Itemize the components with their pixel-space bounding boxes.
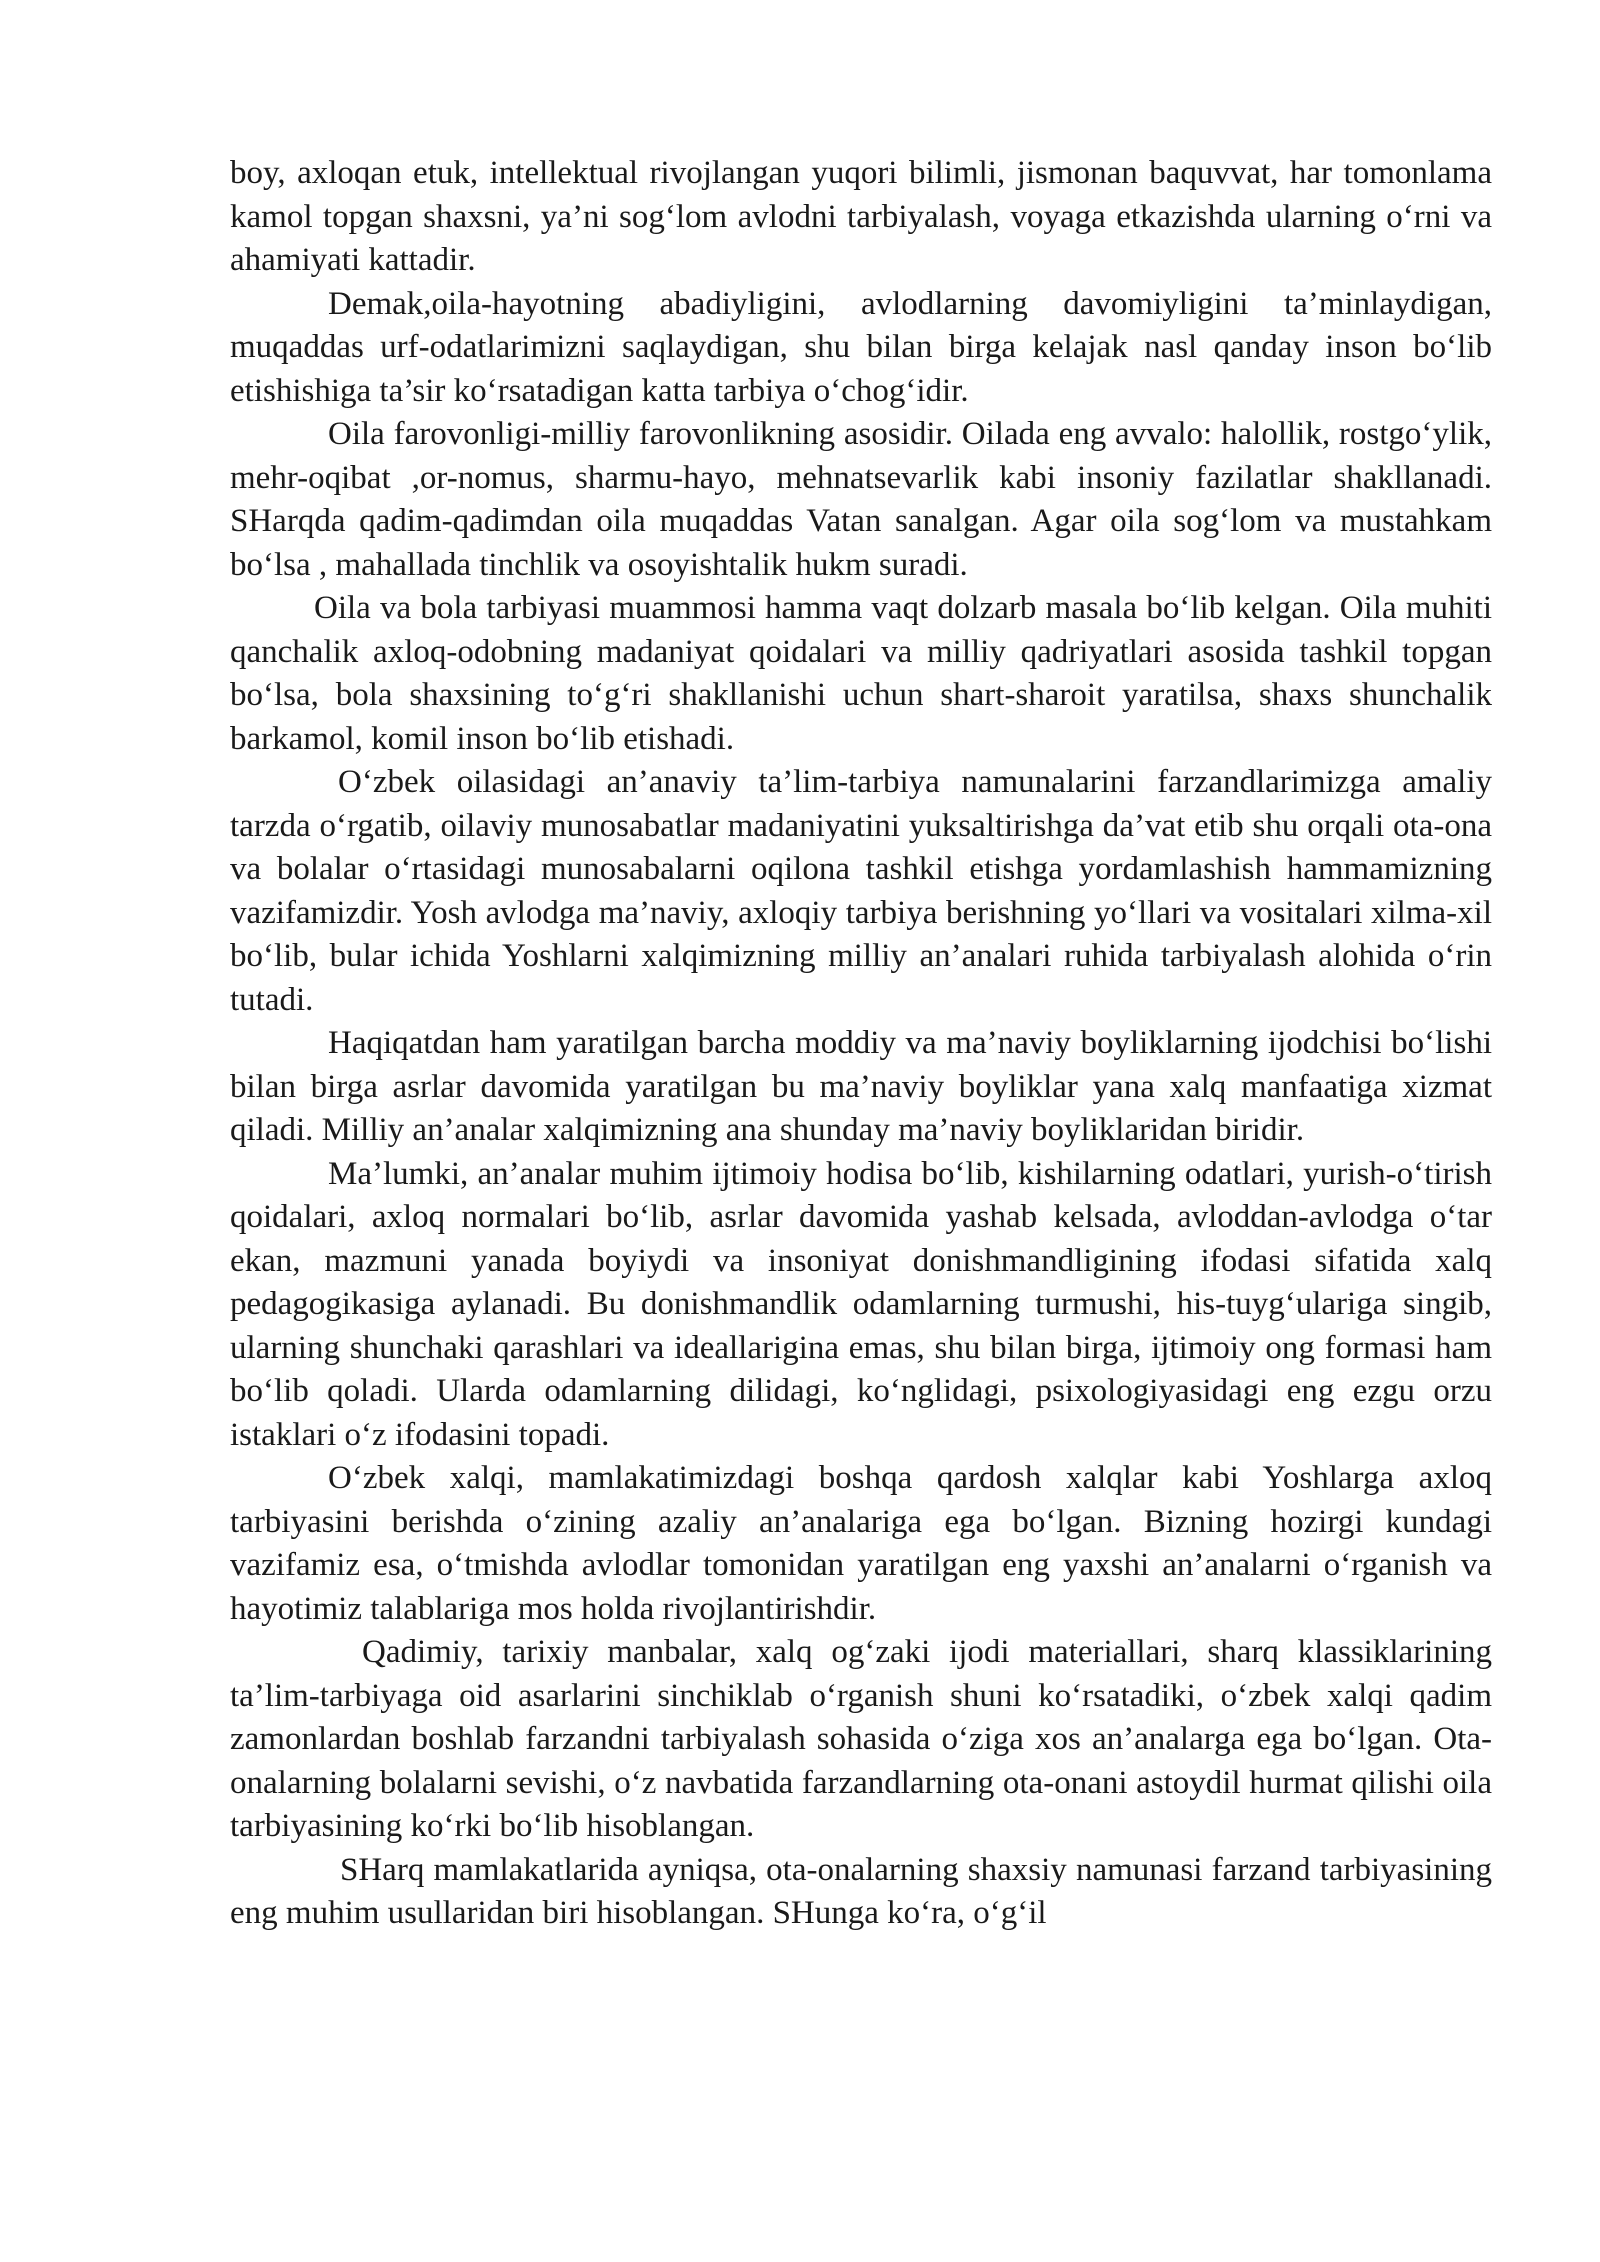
paragraph-2: Demak,oila-hayotning abadiyligini, avlodlarning davomiyligini ta’minlaydigan, muqaddas urf-odatlarimizni saqlaydigan, shu bilan birga kelajak nasl qanday inson bo‘lib etishishiga ta’sir ko‘rsatadigan katta tarbiya o‘chog‘idir. (230, 285, 1492, 409)
paragraph-9: Qadimiy, tarixiy manbalar, xalq og‘zaki ijodi materiallari, sharq klassiklarining ta’lim-tarbiyaga oid asarlarini sinchiklab o‘rganish shuni ko‘rsatadiki, o‘zbek xalqi qadim zamonlardan boshlab farzandni tarbiyalash sohasida o‘ziga xos an’analarga ega bo‘lgan. Ota-onalarning bolalarni sevishi, o‘z navbatida farzandlarning ota-onani astoydil hurmat qilishi oila tarbiyasining ko‘rki bo‘lib hisoblangan. (230, 1634, 1492, 1844)
paragraph-8: O‘zbek xalqi, mamlakatimizdagi boshqa qardosh xalqlar kabi Yoshlarga axloq tarbiyasini berishda o‘zining azaliy an’analariga ega bo‘lgan. Bizning hozirgi kundagi vazifamiz esa, o‘tmishda avlodlar tomonidan yaratilgan eng yaxshi an’analarni o‘rganish va hayotimiz talablariga mos holda rivojlantirishdir. (230, 1460, 1492, 1627)
paragraph-7: Ma’lumki, an’analar muhim ijtimoiy hodisa bo‘lib, kishilarning odatlari, yurish-o‘tirish qoidalari, axloq normalari bo‘lib, asrlar davomida yashab kelsada, avloddan-avlodga o‘tar ekan, mazmuni yanada boyiydi va insoniyat donishmandligining ifodasi sifatida xalq pedagogikasiga aylanadi. Bu donishmandlik odamlarning turmushi, his-tuyg‘ulariga singib, ularning shunchaki qarashlari va ideallarigina emas, shu bilan birga, ijtimoiy ong formasi ham bo‘lib qoladi. Ularda odamlarning dilidagi, ko‘nglidagi, psixologiyasidagi eng ezgu orzu istaklari o‘z ifodasini topadi. (230, 1155, 1492, 1453)
paragraph-4: Oila va bola tarbiyasi muammosi hamma vaqt dolzarb masala bo‘lib kelgan. Oila muhiti qanchalik axloq-odobning madaniyat qoidalari va milliy qadriyatlari asosida tashkil topgan bo‘lsa, bola shaxsining to‘g‘ri shakllanishi uchun shart-sharoit yaratilsa, shaxs shunchalik barkamol, komil inson bo‘lib etishadi. (230, 590, 1492, 757)
paragraph-10: SHarq mamlakatlarida ayniqsa, ota-onalarning shaxsiy namunasi farzand tarbiyasining eng muhim usullaridan biri hisoblangan. SHunga ko‘ra, o‘g‘il (230, 1851, 1492, 1931)
paragraph-6: Haqiqatdan ham yaratilgan barcha moddiy va ma’naviy boyliklarning ijodchisi bo‘lishi bilan birga asrlar davomida yaratilgan bu ma’naviy boyliklar yana xalq manfaatiga xizmat qiladi. Milliy an’analar xalqimizning ana shunday ma’naviy boyliklaridan biridir. (230, 1025, 1492, 1148)
document-page (230, 152, 1492, 1936)
paragraph-5: O‘zbek oilasidagi an’anaviy ta’lim-tarbiya namunalarini farzandlarimizga amaliy tarzda o‘rgatib, oilaviy munosabatlar madaniyatini yuksaltirishga da’vat etib shu orqali ota-ona va bolalar o‘rtasidagi munosabalarni oqilona tashkil etishga yordamlashish hammamizning vazifamizdir. Yosh avlodga ma’naviy, axloqiy tarbiya berishning yo‘llari va vositalari xilma-xil bo‘lib, bular ichida Yoshlarni xalqimizning milliy an’analari ruhida tarbiyalash alohida o‘rin tutadi. (230, 764, 1492, 1018)
paragraph-3: Oila farovonligi-milliy farovonlikning asosidir. Oilada eng avvalo: halollik, rostgo‘ylik, mehr-oqibat ,or-nomus, sharmu-hayo, mehnatsevarlik kabi insoniy fazilatlar shakllanadi. SHarqda qadim-qadimdan oila muqaddas Vatan sanalgan. Agar oila sog‘lom va mustahkam bo‘lsa , mahallada tinchlik va osoyishtalik hukm suradi. (230, 416, 1492, 583)
paragraph-1: boy, axloqan etuk, intellektual rivojlangan yuqori bilimli, jismonan baquvvat, har tomonlama kamol topgan shaxsni, ya’ni sog‘lom avlodni tarbiyalash, voyaga etkazishda ularning o‘rni va ahamiyati kattadir. (230, 155, 1492, 278)
